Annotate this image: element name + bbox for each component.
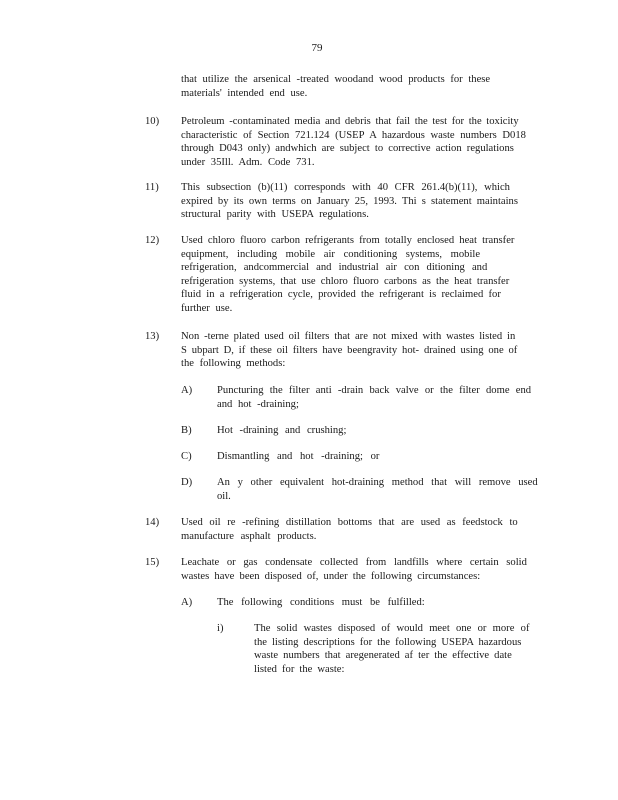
- item-text: [181, 115, 531, 169]
- paragraph-line: under 35Ill. Adm. Code 731.: [181, 156, 315, 168]
- paragraph-line: waste numbers that aregenerated af ter the effective date: [254, 650, 512, 662]
- subitem-text: [217, 450, 529, 464]
- paragraph-line: further use.: [181, 302, 233, 314]
- paragraph-line: characteristic of Section 721.124 (USEP A hazardous waste numbers D018: [181, 129, 526, 141]
- item-text: [181, 234, 531, 316]
- paragraph-line: An y other equivalent hot-draining method that will remove used: [217, 477, 538, 488]
- item-number: 11): [145, 182, 159, 193]
- subitem-letter: C): [181, 451, 192, 462]
- item-text: [181, 516, 531, 543]
- paragraph-line: Puncturing the filter anti -drain back valve or the filter dome end: [217, 385, 532, 396]
- subitem-text: [217, 476, 538, 503]
- paragraph-line: and hot -draining;: [217, 398, 299, 410]
- paragraph-line: through D043 only) andwhich are subject to corrective action regulations: [181, 143, 514, 155]
- paragraph-line: Used oil re -refining distillation bottoms that are used as feedstock to: [181, 517, 518, 528]
- paragraph-line: fluid in a refrigeration cycle, provided the refrigerant is reclaimed for: [181, 289, 501, 301]
- paragraph-line: Petroleum -contaminated media and debris that fail the test for the toxicity: [181, 116, 519, 127]
- paragraph-line: listed for the waste:: [254, 663, 345, 675]
- paragraph-line: oil.: [217, 490, 231, 502]
- paragraph-line: Leachate or gas condensate collected from landfills where certain solid: [181, 557, 527, 568]
- paragraph-line: Non -terne plated used oil filters that are not mixed with wastes listed in: [181, 331, 516, 342]
- page-number: 79: [311, 42, 323, 54]
- paragraph-line: Hot -draining and crushing;: [217, 425, 347, 436]
- paragraph-line: expired by its own terms on January 25, 1993. Thi s statement maintains: [181, 195, 518, 207]
- item-text: [181, 556, 531, 583]
- subitem-text: [217, 384, 532, 411]
- paragraph-line: This subsection (b)(11) corresponds with 40 CFR 261.4(b)(11), which: [181, 182, 510, 193]
- paragraph-line: refrigeration systems, that use chloro fluoro carbons as the heat transfer: [181, 275, 510, 287]
- item-number: 10): [145, 116, 160, 127]
- subitem-letter: A): [181, 597, 193, 608]
- item-number: 15): [145, 557, 160, 568]
- paragraph-line: Dismantling and hot -draining; or: [217, 451, 380, 462]
- item-text: [181, 330, 531, 371]
- subitem-letter: B): [181, 425, 192, 436]
- paragraph-line: manufacture asphalt products.: [181, 530, 317, 542]
- paragraph-line: refrigeration, andcommercial and industrial air con ditioning and: [181, 262, 488, 274]
- item-number: 12): [145, 235, 160, 246]
- item-number: 13): [145, 331, 160, 342]
- paragraph-line: S ubpart D, if these oil filters have beengravity hot- drained using one of: [181, 344, 518, 356]
- paragraph-line: equipment, including mobile air conditioning systems, mobile: [181, 248, 481, 260]
- subitem-text: [217, 424, 529, 438]
- item-number: 14): [145, 517, 160, 528]
- paragraph-line: wastes have been disposed of, under the following circumstances:: [181, 570, 481, 582]
- subsubitem-roman: i): [217, 623, 224, 634]
- subitem-letter: A): [181, 385, 193, 396]
- subitem-text: [217, 596, 529, 610]
- paragraph-line: the following methods:: [181, 358, 286, 370]
- paragraph-line: The solid wastes disposed of would meet one or more of: [254, 623, 530, 634]
- item-text: [181, 181, 531, 222]
- subsubitem-text: [254, 622, 534, 676]
- paragraph-line: that utilize the arsenical -treated woodand wood products for these: [181, 74, 491, 85]
- paragraph-line: The following conditions must be fulfilled:: [217, 597, 425, 608]
- paragraph-line: Used chloro fluoro carbon refrigerants from totally enclosed heat transfer: [181, 235, 515, 246]
- paragraph-line: structural parity with USEPA regulations.: [181, 209, 369, 221]
- subitem-letter: D): [181, 477, 193, 488]
- paragraph-line: the listing descriptions for the following USEPA hazardous: [254, 636, 522, 648]
- paragraph-line: materials' intended end use.: [181, 87, 308, 99]
- continuation-paragraph: [181, 73, 531, 100]
